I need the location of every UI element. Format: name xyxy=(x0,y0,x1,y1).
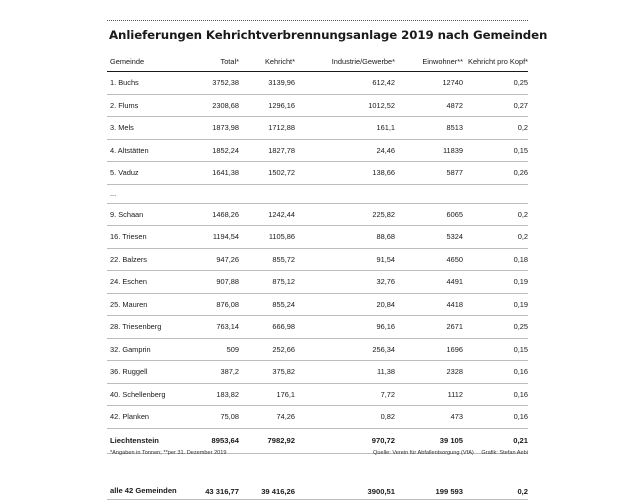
table-cell: 509 xyxy=(183,338,239,361)
table-cell: 907,88 xyxy=(183,271,239,294)
table-cell: 1105,86 xyxy=(239,226,295,249)
table-cell xyxy=(239,184,295,203)
table-cell: 1194,54 xyxy=(183,226,239,249)
table-row xyxy=(107,316,528,339)
table-cell: 0,2 xyxy=(463,203,528,226)
table-cell: 1012,52 xyxy=(295,94,395,117)
table-row xyxy=(107,383,528,406)
table-cell: 970,72 xyxy=(295,428,395,453)
table-cell: 183,82 xyxy=(183,383,239,406)
table-cell: 947,26 xyxy=(183,248,239,271)
table-cell: 91,54 xyxy=(295,248,395,271)
table-cell: 32,76 xyxy=(295,271,395,294)
table-cell: 252,66 xyxy=(239,338,295,361)
source-credit xyxy=(367,450,528,456)
table-cell: 1502,72 xyxy=(239,162,295,185)
table-cell: 473 xyxy=(395,406,463,429)
data-table xyxy=(107,51,528,500)
table-cell: 763,14 xyxy=(183,316,239,339)
table-row xyxy=(107,338,528,361)
table-cell: 0,18 xyxy=(463,248,528,271)
row-label: 25. Mauren xyxy=(107,293,183,316)
table-row xyxy=(107,293,528,316)
row-label: ... xyxy=(107,184,183,203)
table-cell: 0,26 xyxy=(463,162,528,185)
table-cell: 2671 xyxy=(395,316,463,339)
footnote: *Angaben in Tonnen; **per 31. Dezember 2019 xyxy=(110,450,227,456)
table-cell: 0,19 xyxy=(463,293,528,316)
table-cell: 199 593 xyxy=(395,466,463,500)
table-row xyxy=(107,226,528,249)
table-cell: 11839 xyxy=(395,139,463,162)
table-cell: 2328 xyxy=(395,361,463,384)
table-cell: 8513 xyxy=(395,117,463,140)
table-cell: 612,42 xyxy=(295,72,395,95)
table-row xyxy=(107,139,528,162)
table-row xyxy=(107,72,528,95)
table-cell: 39 416,26 xyxy=(239,466,295,500)
table-cell: 0,2 xyxy=(463,117,528,140)
table-cell: 96,16 xyxy=(295,316,395,339)
table-cell: 20,84 xyxy=(295,293,395,316)
table-cell: 4872 xyxy=(395,94,463,117)
row-label: 2. Flums xyxy=(107,94,183,117)
table-cell: 375,82 xyxy=(239,361,295,384)
table-row xyxy=(107,94,528,117)
table-cell: 1112 xyxy=(395,383,463,406)
table-cell: 876,08 xyxy=(183,293,239,316)
header-row xyxy=(107,51,528,72)
table-cell: 5877 xyxy=(395,162,463,185)
column-header: Einwohner** xyxy=(395,51,463,72)
row-label: 42. Planken xyxy=(107,406,183,429)
table-cell: 0,27 xyxy=(463,94,528,117)
table-cell: 0,25 xyxy=(463,316,528,339)
table-cell: 12740 xyxy=(395,72,463,95)
table-cell: 8953,64 xyxy=(183,428,239,453)
table-cell: 0,82 xyxy=(295,406,395,429)
table-row xyxy=(107,248,528,271)
row-label: 5. Vaduz xyxy=(107,162,183,185)
table-cell: 0,16 xyxy=(463,383,528,406)
row-label: alle 42 Gemeinden xyxy=(107,466,183,500)
row-label: Liechtenstein xyxy=(107,428,183,453)
row-label: 24. Eschen xyxy=(107,271,183,294)
row-label: 9. Schaan xyxy=(107,203,183,226)
table-cell: 4418 xyxy=(395,293,463,316)
table-cell: 1696 xyxy=(395,338,463,361)
table-cell: 0,15 xyxy=(463,139,528,162)
table-cell: 1242,44 xyxy=(239,203,295,226)
footer xyxy=(107,446,528,460)
table-cell: 225,82 xyxy=(295,203,395,226)
row-label: 4. Altstätten xyxy=(107,139,183,162)
table-row xyxy=(107,203,528,226)
row-label: 3. Mels xyxy=(107,117,183,140)
row-label: 36. Ruggell xyxy=(107,361,183,384)
table-cell: 6065 xyxy=(395,203,463,226)
table-cell xyxy=(463,184,528,203)
table-cell: 0,19 xyxy=(463,271,528,294)
column-header: Total* xyxy=(183,51,239,72)
table-cell: 161,1 xyxy=(295,117,395,140)
table-cell: 1852,24 xyxy=(183,139,239,162)
row-label: 1. Buchs xyxy=(107,72,183,95)
table-cell: 4650 xyxy=(395,248,463,271)
table-cell: 0,21 xyxy=(463,428,528,453)
table-cell: 4491 xyxy=(395,271,463,294)
row-label: 28. Triesenberg xyxy=(107,316,183,339)
table-cell: 3752,38 xyxy=(183,72,239,95)
row-label: 16. Triesen xyxy=(107,226,183,249)
table-cell: 75,08 xyxy=(183,406,239,429)
table-cell: 0,16 xyxy=(463,361,528,384)
table-cell xyxy=(395,184,463,203)
table-cell: 5324 xyxy=(395,226,463,249)
table-cell: 39 105 xyxy=(395,428,463,453)
table-row xyxy=(107,271,528,294)
table-cell: 7,72 xyxy=(295,383,395,406)
column-header: Kehricht* xyxy=(239,51,295,72)
top-divider xyxy=(107,20,528,21)
table-row xyxy=(107,117,528,140)
table-cell: 1641,38 xyxy=(183,162,239,185)
table-cell: 0,2 xyxy=(463,466,528,500)
graphic-credit: Grafik: Stefan Aebi xyxy=(481,450,528,456)
table-cell: 1296,16 xyxy=(239,94,295,117)
table-cell: 3139,96 xyxy=(239,72,295,95)
table-cell: 24,46 xyxy=(295,139,395,162)
row-label: 40. Schellenberg xyxy=(107,383,183,406)
total-row xyxy=(107,466,528,500)
table-cell: 855,72 xyxy=(239,248,295,271)
table-cell: 0,2 xyxy=(463,226,528,249)
table-cell: 256,34 xyxy=(295,338,395,361)
table-cell: 74,26 xyxy=(239,406,295,429)
table-cell: 7982,92 xyxy=(239,428,295,453)
table-graphic xyxy=(107,20,548,500)
column-header: Industrie/Gewerbe* xyxy=(295,51,395,72)
table-cell: 1873,98 xyxy=(183,117,239,140)
table-cell: 0,25 xyxy=(463,72,528,95)
table-cell: 1712,88 xyxy=(239,117,295,140)
table-cell: 43 316,77 xyxy=(183,466,239,500)
table-cell: 3900,51 xyxy=(295,466,395,500)
table-cell: 387,2 xyxy=(183,361,239,384)
table-row xyxy=(107,162,528,185)
table-cell: 88,68 xyxy=(295,226,395,249)
table-cell: 0,16 xyxy=(463,406,528,429)
table-cell: 666,98 xyxy=(239,316,295,339)
column-header: Kehricht pro Kopf* xyxy=(463,51,528,72)
table-cell xyxy=(295,184,395,203)
table-cell: 855,24 xyxy=(239,293,295,316)
chart-title: Anlieferungen Kehrichtverbrennungsanlage 2019 nach Gemeinden xyxy=(109,28,548,42)
ellipsis-row xyxy=(107,184,528,203)
table-row xyxy=(107,361,528,384)
table-cell: 875,12 xyxy=(239,271,295,294)
table-cell: 1468,26 xyxy=(183,203,239,226)
table-cell: 11,38 xyxy=(295,361,395,384)
column-header: Gemeinde xyxy=(107,51,183,72)
table-row xyxy=(107,406,528,429)
table-body xyxy=(107,72,528,500)
row-label: 22. Balzers xyxy=(107,248,183,271)
table-cell: 0,15 xyxy=(463,338,528,361)
table-cell: 2308,68 xyxy=(183,94,239,117)
table-cell: 138,66 xyxy=(295,162,395,185)
table-cell: 176,1 xyxy=(239,383,295,406)
source-note: Quelle: Verein für Abfallentsorgung (VfA) xyxy=(373,450,474,456)
table-cell xyxy=(183,184,239,203)
row-label: 32. Gamprin xyxy=(107,338,183,361)
table-cell: 1827,78 xyxy=(239,139,295,162)
